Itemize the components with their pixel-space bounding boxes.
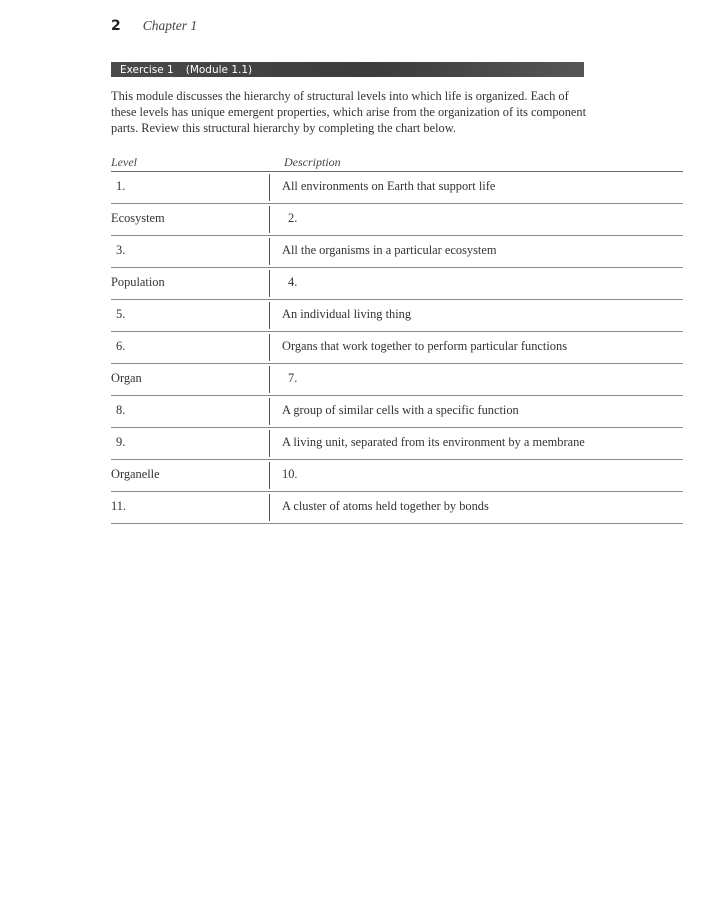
description-cell: A group of similar cells with a specific function — [282, 403, 519, 417]
description-cell: All environments on Earth that support life — [282, 179, 496, 193]
level-cell: Population — [111, 275, 165, 289]
level-cell: 9. — [116, 435, 126, 449]
description-cell: A cluster of atoms held together by bonds — [282, 499, 489, 513]
module-label: (Module 1.1) — [185, 63, 253, 76]
table-row — [111, 364, 683, 396]
level-cell: 3. — [116, 243, 126, 257]
table-row — [111, 172, 683, 204]
column-divider — [269, 430, 270, 457]
column-divider — [269, 238, 270, 265]
level-cell: 6. — [116, 339, 126, 353]
description-cell: An individual living thing — [282, 307, 412, 321]
description-cell: A living unit, separated from its environment by a membrane — [282, 435, 585, 449]
column-divider — [269, 494, 270, 521]
level-cell: Organ — [111, 371, 142, 385]
intro-paragraph: This module discusses the hierarchy of structural levels into which life is organized. Each of these levels has unique emergent properties, which arise from the organization of its component parts. Review this structural hierarchy by completing the chart below. — [111, 89, 587, 136]
table-row — [111, 396, 683, 428]
description-cell: 7. — [288, 371, 298, 385]
table-row — [111, 268, 683, 300]
column-divider — [269, 398, 270, 425]
table-row — [111, 428, 683, 460]
column-divider — [269, 270, 270, 297]
description-cell: All the organisms in a particular ecosystem — [282, 243, 497, 257]
level-cell: 5. — [116, 307, 126, 321]
table-row — [111, 492, 683, 524]
chapter-title: Chapter 1 — [142, 18, 198, 33]
level-cell: 11. — [111, 499, 127, 513]
table-row — [111, 236, 683, 268]
column-divider — [269, 334, 270, 361]
table-row — [111, 332, 683, 364]
description-cell: 10. — [282, 467, 298, 481]
hierarchy-table — [111, 171, 683, 524]
column-divider — [269, 206, 270, 233]
column-divider — [269, 174, 270, 201]
description-cell: Organs that work together to perform particular functions — [282, 339, 568, 353]
column-divider — [269, 462, 270, 489]
level-cell: 8. — [116, 403, 126, 417]
column-header-level: Level — [111, 155, 137, 169]
level-cell: Organelle — [111, 467, 160, 481]
exercise-banner — [111, 62, 584, 77]
exercise-label: Exercise 1 — [120, 63, 174, 76]
table-row — [111, 300, 683, 332]
description-cell: 4. — [288, 275, 298, 289]
table-row — [111, 204, 683, 236]
page-header — [111, 18, 197, 40]
table-header — [111, 155, 683, 171]
description-cell: 2. — [288, 211, 298, 225]
table-row — [111, 460, 683, 492]
page-number: 2 — [111, 18, 121, 34]
column-divider — [269, 302, 270, 329]
level-cell: Ecosystem — [111, 211, 165, 225]
level-cell: 1. — [116, 179, 126, 193]
column-header-description: Description — [284, 155, 341, 169]
column-divider — [269, 366, 270, 393]
